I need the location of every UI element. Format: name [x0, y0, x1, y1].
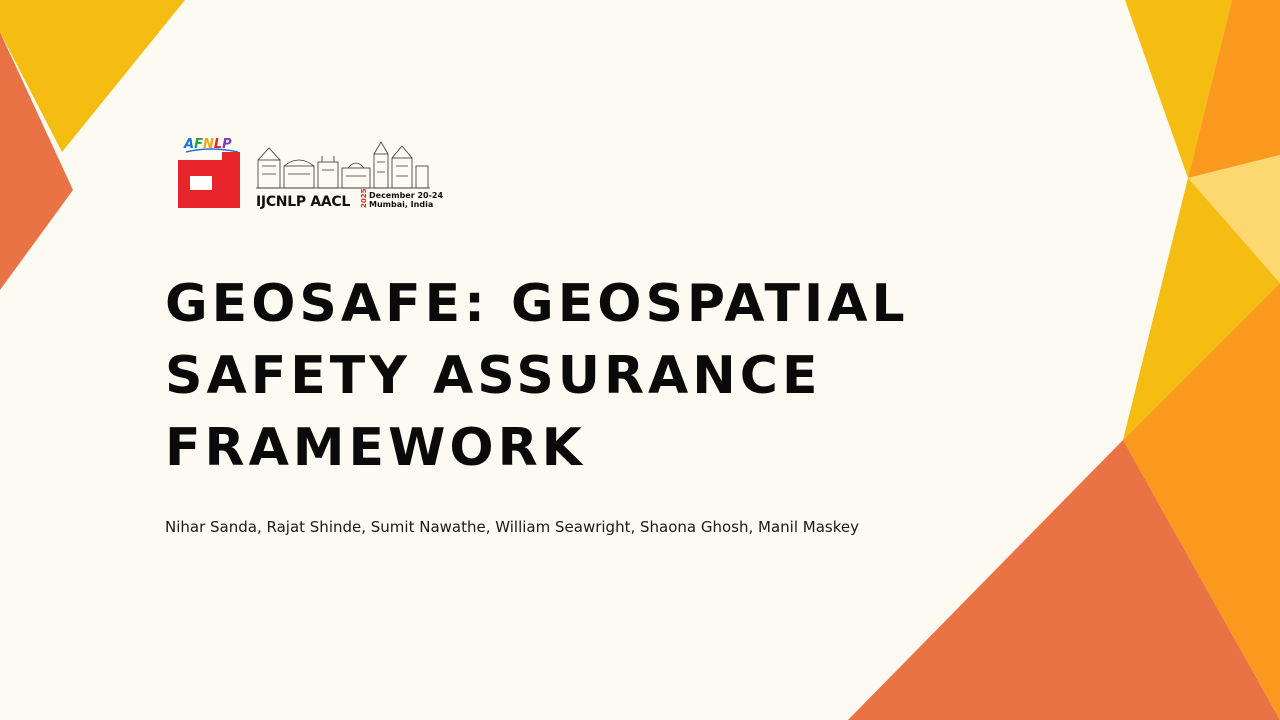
svg-text:2025: 2025: [360, 188, 368, 208]
svg-text:Mumbai, India: Mumbai, India: [369, 200, 434, 209]
conference-logo: [176, 132, 444, 212]
title-line-2: SAFETY ASSURANCE: [165, 346, 822, 406]
svg-text:December 20-24: December 20-24: [369, 191, 444, 200]
slide-title: [165, 268, 1065, 484]
title-line-1: GEOSAFE: GEOSPATIAL: [165, 274, 909, 334]
svg-text:IJCNLP AACL: IJCNLP AACL: [256, 194, 351, 210]
title-line-3: FRAMEWORK: [165, 418, 586, 478]
svg-text:AFNLP: AFNLP: [184, 137, 232, 152]
author-list: Nihar Sanda, Rajat Shinde, Sumit Nawathe, William Seawright, Shaona Ghosh, Manil Maskey: [165, 518, 859, 536]
